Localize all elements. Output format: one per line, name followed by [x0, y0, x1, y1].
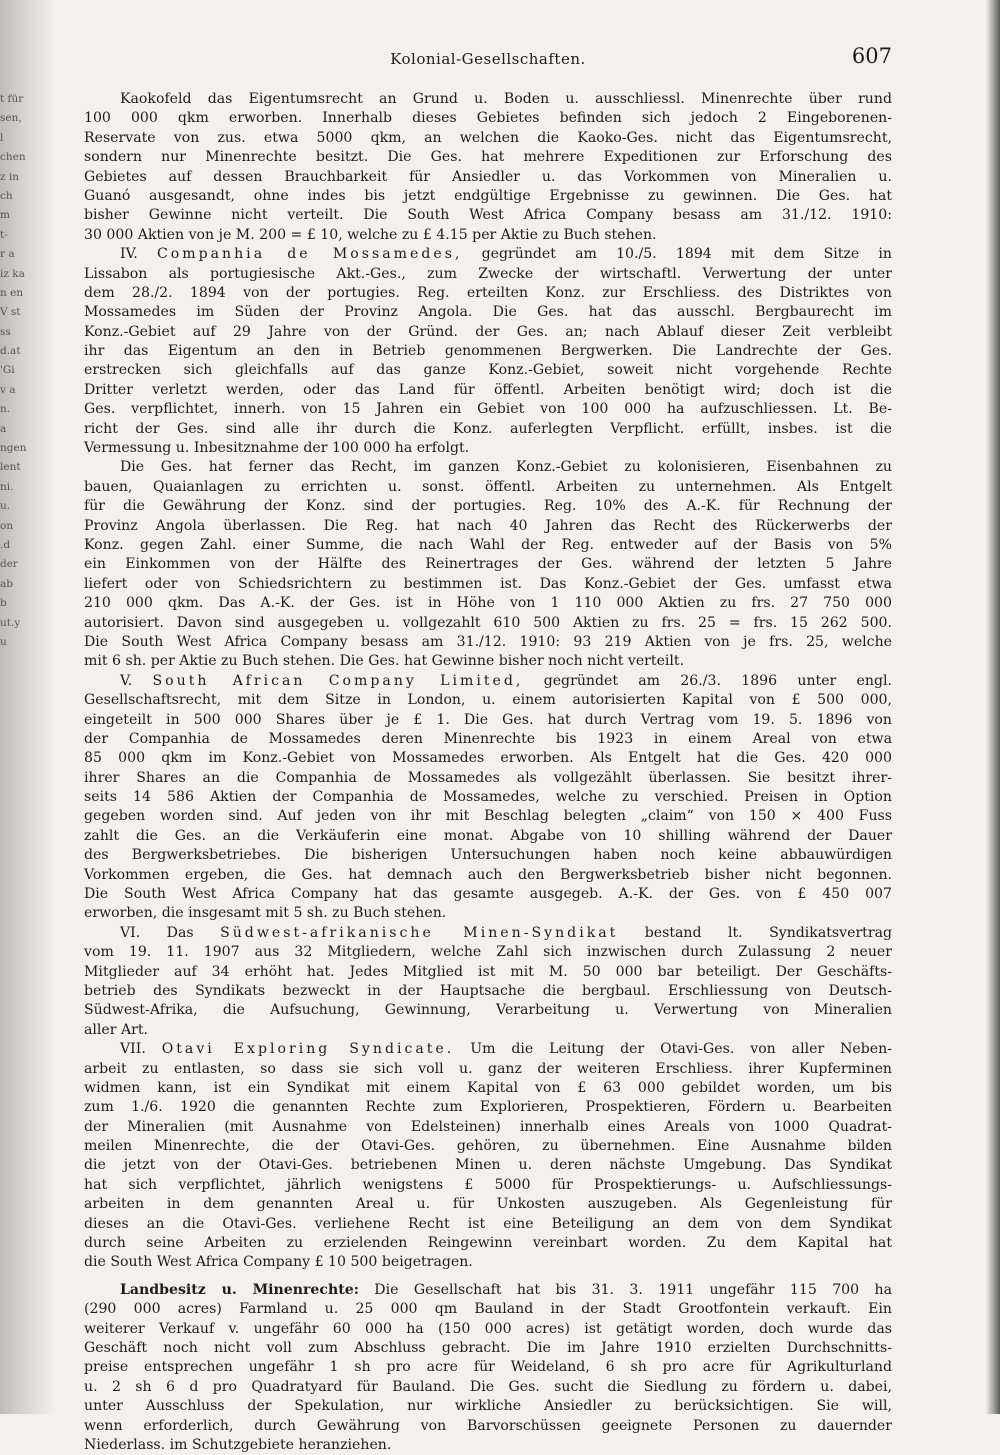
text-line: preise entsprechen ungefähr 1 sh pro acre für Weideland, 6 sh pro acre für Agrikulturland: [84, 1359, 892, 1376]
margin-fragment: .d: [0, 538, 11, 551]
text-line: Mossamedes im Süden der Provinz Angola. Die Ges. hat das ausschl. Bergbaurecht im: [84, 304, 892, 321]
spaced-company-name: Companhia de Mossamedes,: [156, 246, 463, 263]
text-line: gegeben worden sind. Auf jeden von ihr mit Beschlag belegten „claim“ von 150 × 400 Fuss: [84, 808, 892, 825]
text-line: [84, 245, 892, 264]
text-line: 210 000 qkm. Das A.-K. der Ges. ist in Höhe von 1 110 000 Aktien zu frs. 27 750 000: [84, 595, 892, 612]
text-line: weiterer Verkauf v. ungefähr 60 000 ha (150 000 acres) ist getätigt worden, doch wurde das: [84, 1320, 892, 1337]
margin-fragment: r a: [0, 248, 15, 261]
paragraph: [84, 245, 892, 458]
text-line: Die South West Africa Company hat das gesamte ausgegeb. A.-K. der Ges. von £ 450 007: [84, 886, 892, 903]
margin-fragment: chen: [0, 151, 26, 164]
margin-fragment: [0, 672, 40, 691]
text-line: Konz. gegen Zahl. einer Summe, die nach Wahl der Reg. entweder auf der Basis von 5%: [84, 536, 892, 553]
margin-fragment: u.: [0, 500, 11, 513]
line-text: Die Ges. hat ferner das Recht, im ganzen Konz.-Gebiet zu kolonisieren, Eisenbahnen zu: [120, 459, 892, 476]
text-line: Mitglieder auf 34 erhöht hat. Jedes Mitglied ist mit M. 50 000 bar beteiligt. Der Geschäfts-: [84, 963, 892, 980]
margin-fragment: lent: [0, 461, 21, 474]
margin-fragment: ni.: [0, 480, 14, 493]
text-line: [84, 90, 892, 109]
text-line: die South West Africa Company £ 10 500 beigetragen.: [84, 1254, 473, 1271]
section-numeral: IV.: [120, 246, 157, 263]
margin-fragment: on: [0, 519, 14, 532]
margin-fragment: sen,: [0, 112, 22, 125]
text-line: erstrecken sich gleichfalls auf das ganze Konz.-Gebiet, soweit nicht vorgehende Rechte: [84, 362, 892, 379]
text-line: Südwest-Afrika, die Aufsuchung, Gewinnung, Verarbeitung u. Verwertung von Mineralien: [84, 1002, 892, 1019]
text-line: ein Einkommen von der Hälfte des Reinertrages der Ges. während der letzten 5 Jahre: [84, 556, 892, 573]
text-line: Gesellschaftsrecht, mit dem Sitze in London, u. einem autorisierten Kapital von £ 500 000,: [84, 692, 892, 709]
text-line: [84, 672, 892, 691]
paragraph: [84, 1040, 892, 1273]
margin-fragment: der: [0, 558, 18, 571]
text-line: arbeiten in dem genannten Areal u. für Unkosten auszugeben. Als Gegenleistung für: [84, 1196, 892, 1213]
paragraph: [84, 1281, 892, 1455]
text-line: arbeit zu entlasten, so dass sie sich voll u. ganz der weiteren Erschliess. ihrer Kupferminen: [84, 1060, 892, 1077]
text-line: dem 28./2. 1894 von der portugies. Reg. erteilten Konz. zur Erschliess. des Distriktes von: [84, 284, 892, 301]
margin-fragment: m: [0, 209, 10, 222]
text-line: für die Gewährung der Konz. sind der portugies. Reg. 10% des A.-K. für Rechnung der: [84, 498, 892, 515]
margin-fragment: n.: [0, 403, 11, 416]
text-line: Dritter verletzt werden, oder das Land für öffentl. Arbeiten benötigt wird; doch ist die: [84, 381, 892, 398]
text-line: vom 19. 11. 1907 aus 32 Mitgliedern, welche Zahl sich inzwischen durch Zulassung 2 neuer: [84, 944, 892, 961]
running-title: Kolonial-Gesellschaften.: [390, 50, 586, 68]
spaced-company-name: Otavi Exploring Syndicate.: [161, 1041, 455, 1058]
text-line: dieses an die Otavi-Ges. verliehene Recht ist eine Beteiligung an dem von dem Syndikat: [84, 1215, 892, 1232]
text-line: Vermessung u. Inbesitznahme der 100 000 ha erfolgt.: [84, 440, 470, 457]
text-line: Lissabon als portugiesische Akt.-Ges., zum Zwecke der wirtschaftl. Verwertung der unter: [84, 265, 892, 282]
text-line: richt der Ges. sind alle ihr durch die Konz. auferlegten Verpflicht. erfüllt, insbes. ist die: [84, 420, 892, 437]
text-line: Provinz Angola überlassen. Die Reg. hat nach 40 Jahren das Recht des Rückerwerbs der: [84, 517, 892, 534]
text-line: Konz.-Gebiet auf 29 Jahre von der Gründ. der Ges. an; nach Ablauf dieser Zeit verbleibt: [84, 323, 892, 340]
text-line: bisher Gewinne nicht verteilt. Die South West Africa Company besass am 31./12. 1910:: [84, 207, 892, 224]
text-line: wenn erforderlich, durch Gewährung von Barvorschüssen geeignete Personen zu dauernder: [84, 1417, 892, 1434]
line-text: Kaokofeld das Eigentumsrecht an Grund u. Boden u. ausschliessl. Minenrechte über rund: [120, 91, 892, 107]
text-line: zum 1./6. 1920 die genannten Rechte zum Explorieren, Prospektieren, Fördern u. Bearbeiten: [84, 1099, 892, 1116]
paragraph-gap: [84, 1273, 892, 1281]
page-body: [84, 90, 892, 1455]
text-line: Geschäft noch nicht voll zum Abschluss gebracht. Die im Jahre 1910 erzielten Durchschnitts-: [84, 1340, 892, 1356]
paragraph: [84, 672, 892, 924]
text-line: zahlt die Ges. an die Verkäuferin eine monat. Abgabe von 10 shilling während der Dauer: [84, 827, 892, 844]
text-line: Ges. verpflichtet, innerh. von 15 Jahren ein Gebiet von 100 000 ha aufzuschliessen. Lt. Be-: [84, 401, 892, 418]
paragraph: [84, 90, 892, 245]
margin-fragment: d.at: [0, 345, 21, 358]
line-text: Um die Leitung der Otavi-Ges. von aller Neben-: [454, 1041, 892, 1058]
margin-fragment: z in: [0, 170, 19, 183]
text-line: Vorkommen ergeben, die Ges. hat demnach auch den Bergwerksbetrieb bisher nicht begonnen.: [84, 866, 892, 883]
text-line: erworben, die insgesamt mit 5 sh. zu Buch stehen.: [84, 905, 447, 922]
paragraph: [84, 924, 892, 1040]
text-line: [84, 1040, 892, 1059]
margin-fragment: [0, 652, 40, 671]
margin-fragment: a: [0, 422, 7, 435]
margin-fragment: V st: [0, 306, 21, 319]
text-line: 85 000 qkm im Konz.-Gebiet von Mossamedes erworben. Als Entgelt hat die Ges. 420 000: [84, 750, 892, 767]
text-line: bauen, Quaianlagen zu errichten u. sonst. öffentl. Arbeiten zu unternehmen. Als Entgelt: [84, 478, 892, 495]
page-header: [84, 44, 892, 74]
margin-fragment: u: [0, 635, 7, 648]
text-line: 100 000 qkm erworben. Innerhalb dieses Gebietes befinden sich jedoch 2 Eingeborenen-: [84, 110, 892, 127]
text-line: durch seine Arbeiten zu erzielenden Reingewinn vereinbart worden. Zu dem Kapital hat: [84, 1235, 892, 1252]
margin-fragment: l: [0, 131, 4, 144]
text-line: [84, 1281, 892, 1300]
text-line: autorisiert. Davon sind ausgegeben u. vollgezahlt 610 500 Aktien zu frs. 25 = frs. 15 262 500.: [84, 614, 892, 631]
margin-fragment: t-: [0, 228, 8, 241]
text-line: meilen Minenrechte, die der Otavi-Ges. gehören, zu übernehmen. Eine Ausnahme bilden: [84, 1138, 892, 1155]
margin-fragment: b: [0, 597, 7, 610]
margin-fragment: ab: [0, 577, 13, 590]
text-line: der Mineralien (mit Ausnahme von Edelsteinen) innerhalb eines Areals von 1000 Quadrat-: [84, 1118, 892, 1135]
section-numeral: V.: [120, 672, 153, 689]
line-text: bestand lt. Syndikatsvertrag: [618, 924, 893, 941]
line-text: Die Gesellschaft hat bis 31. 3. 1911 ungefähr 115 700 ha: [358, 1281, 892, 1298]
line-text: gegründet am 10./5. 1894 mit dem Sitze in: [462, 246, 892, 263]
spaced-company-name: Südwest-afrikanische Minen-Syndikat: [220, 924, 619, 941]
margin-fragment: n en: [0, 286, 24, 299]
text-line: [84, 924, 892, 943]
line-text: gegründet am 26./3. 1896 unter engl.: [523, 672, 892, 689]
margin-fragment: 'Gi: [0, 364, 15, 377]
text-line: Guanó ausgesandt, ohne indes bis jetzt endgültige Ergebnisse zu gewinnen. Die Ges. hat: [84, 187, 892, 204]
text-line: widmen kann, ist ein Syndikat mit einem Kapital von £ 63 000 gebildet worden, um bis: [84, 1079, 892, 1096]
page-number: 607: [851, 44, 892, 68]
margin-fragment: ngen: [0, 442, 27, 455]
section-numeral: VI. Das: [120, 924, 221, 941]
text-line: Reservate von zus. etwa 5000 qkm, an welchen die Kaoko-Ges. nicht das Eigentumsrecht,: [84, 129, 892, 146]
text-line: sondern nur Minenrechte besitzt. Die Ges. hat mehrere Expeditionen zur Erforschung des: [84, 149, 892, 166]
margin-fragment: [0, 691, 40, 710]
paragraph: [84, 458, 892, 671]
text-line: mit 6 sh. per Aktie zu Buch stehen. Die Ges. hat Gewinne bisher noch nicht verteilt.: [84, 653, 685, 670]
section-numeral: VII.: [120, 1041, 162, 1058]
text-line: der Companhia de Mossamedes deren Minenrechte bis 1923 in einem Areal von etwa: [84, 730, 892, 747]
text-line: unter Ausschluss der Spekulation, nur wirkliche Ansiedler zu berücksichtigen. Sie will,: [84, 1398, 892, 1415]
text-line: Die South West Africa Company besass am 31./12. 1910: 93 219 Aktien von je frs. 25, welche: [84, 633, 892, 650]
margin-fragment: t für: [0, 93, 24, 105]
text-line: Niederlass. im Schutzgebiete heranziehen.: [84, 1436, 392, 1453]
spaced-company-name: South African Company Limited,: [152, 672, 524, 689]
text-line: u. 2 sh 6 d pro Quadratyard für Bauland. Die Ges. sucht die Siedlung zu fördern u. dabei,: [84, 1378, 892, 1395]
text-line: aller Art.: [84, 1021, 149, 1038]
text-line: 30 000 Aktien von je M. 200 = £ 10, welche zu £ 4.15 per Aktie zu Buch stehen.: [84, 226, 657, 243]
text-line: (290 000 acres) Farmland u. 25 000 qm Bauland in der Stadt Grootfontein verkauft. Ein: [84, 1301, 892, 1318]
margin-fragment: ss: [0, 325, 11, 338]
text-line: [84, 458, 892, 477]
margin-fragment: v a: [0, 383, 16, 396]
margin-fragment: ch: [0, 189, 13, 202]
text-line: seits 14 586 Aktien der Companhia de Mossamedes, welche zu verschied. Preisen in Option: [84, 789, 892, 806]
margin-fragment: iz ka: [0, 267, 25, 280]
text-line: liefert oder von Schiedsrichtern zu bestimmen ist. Das Konz.-Gebiet der Ges. umfasst etwa: [84, 575, 892, 592]
left-margin-bleed-through: [0, 90, 40, 711]
text-line: Gebietes auf dessen Brauchbarkeit für Ansiedler u. das Vorkommen von Mineralien u.: [84, 168, 892, 185]
text-line: betrieb des Syndikats bezweckt in der Hauptsache die bergbaul. Erschliessung von Deutsch-: [84, 982, 892, 999]
margin-fragment: ut.y: [0, 616, 21, 629]
bold-heading: Landbesitz u. Minenrechte:: [120, 1281, 359, 1298]
scan-page-edge: [986, 0, 1000, 1414]
text-line: des Bergwerksbetriebes. Die bisherigen Untersuchungen haben noch keine abbauwürdigen: [84, 847, 892, 864]
text-line: hat sich verpflichtet, jährlich wenigstens £ 5000 für Prospektierungs- u. Aufschliessungs-: [84, 1176, 892, 1193]
text-line: ihrer Shares an die Companhia de Mossamedes als vollgezählt überlassen. Sie besitzt ihrer-: [84, 769, 892, 786]
text-line: eingeteilt in 500 000 Shares über je £ 1. Die Ges. hat durch Vertrag vom 19. 5. 1896 von: [84, 711, 892, 728]
text-line: die jetzt von der Otavi-Ges. betriebenen Minen u. deren nächste Umgebung. Das Syndikat: [84, 1157, 892, 1174]
text-line: ihr das Eigentum an den in Betrieb genommenen Bergwerken. Die Landrechte der Ges.: [84, 343, 892, 360]
